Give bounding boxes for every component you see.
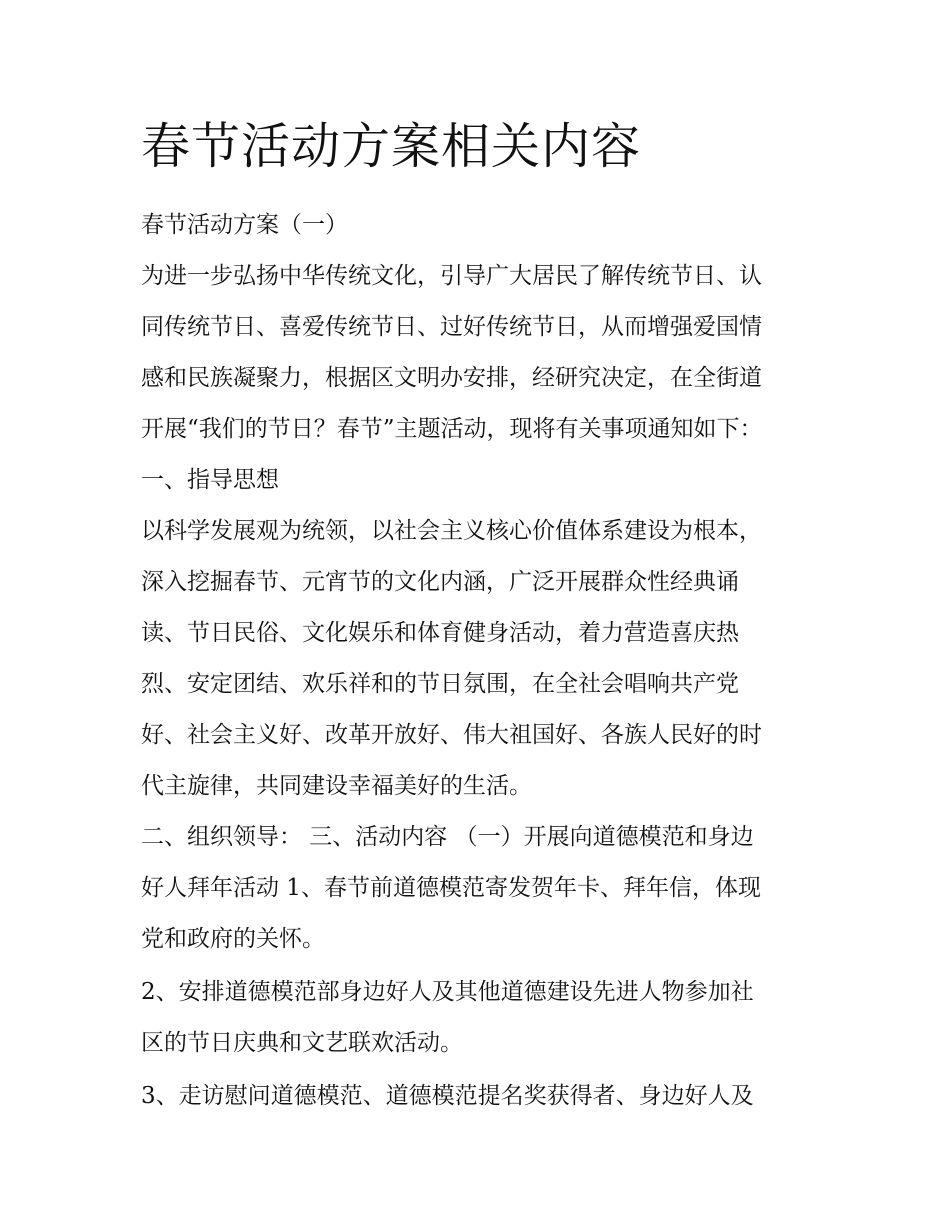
paragraph-line: 开展“我们的节日？春节”主题活动，现将有关事项通知如下：	[141, 416, 763, 442]
paragraph-line: 好人拜年活动 1、春节前道德模范寄发贺年卡、拜年信，体现	[141, 875, 761, 901]
section-heading: 一、指导思想	[141, 467, 279, 493]
paragraph-line: 2、安排道德模范部身边好人及其他道德建设先进人物参加社	[141, 979, 754, 1005]
paragraph-line: 感和民族凝聚力，根据区文明办安排，经研究决定，在全街道	[141, 365, 762, 391]
paragraph-line: 读、节日民俗、文化娱乐和体育健身活动，着力营造喜庆热	[141, 620, 739, 646]
section-heading: 春节活动方案（一）	[141, 212, 348, 238]
paragraph-line: 3、走访慰问道德模范、道德模范提名奖获得者、身边好人及	[141, 1083, 754, 1109]
paragraph-line: 好、社会主义好、改革开放好、伟大祖国好、各族人民好的时	[141, 722, 762, 748]
document-body	[141, 116, 821, 1122]
paragraph-line: 深入挖掘春节、元宵节的文化内涵，广泛开展群众性经典诵	[141, 569, 739, 595]
paragraph-line: 烈、安定团结、欢乐祥和的节日氛围，在全社会唱响共产党	[141, 671, 739, 697]
paragraph-line: 同传统节日、喜爱传统节日、过好传统节日，从而增强爱国情	[141, 314, 762, 340]
paragraph-line: 区的节日庆典和文艺联欢活动。	[141, 1030, 463, 1056]
document-title: 春节活动方案相关内容	[141, 118, 642, 175]
paragraph-line: 党和政府的关怀。	[141, 926, 325, 952]
paragraph-line: 以科学发展观为统领，以社会主义核心价值体系建设为根本，	[141, 518, 762, 544]
paragraph-line: 为进一步弘扬中华传统文化，引导广大居民了解传统节日、认	[141, 263, 762, 289]
paragraph-line: 二、组织领导： 三、活动内容 （一）开展向道德模范和身边	[141, 824, 754, 850]
paragraph-line: 代主旋律，共同建设幸福美好的生活。	[141, 773, 532, 799]
